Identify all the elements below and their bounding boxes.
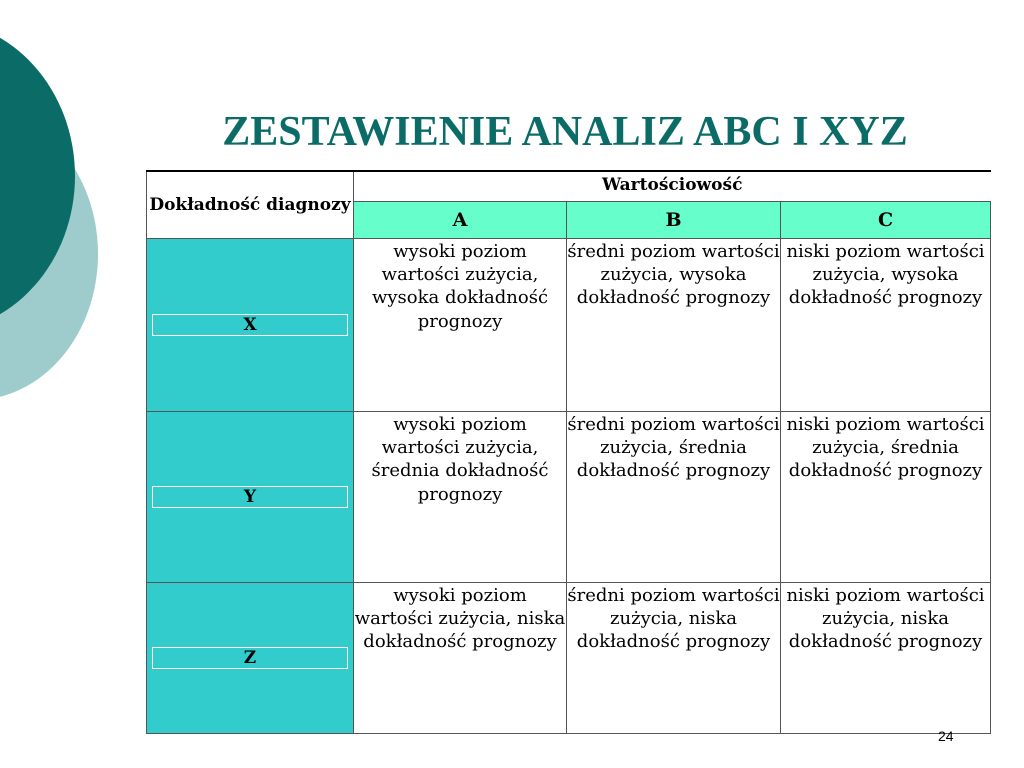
table-row (147, 239, 991, 412)
table-cell-y-a: wysoki poziom wartości zużycia, średnia dokładność prognozy (354, 412, 567, 583)
slide-title: ZESTAWIENIE ANALIZ ABC I XYZ (222, 109, 908, 155)
abc-xyz-summary-table (146, 170, 991, 734)
corner-header-cell: Dokładność diagnozy (147, 171, 354, 239)
row-label-cell (147, 583, 354, 734)
row-label-cell (147, 239, 354, 412)
table-row (147, 583, 991, 734)
row-label: Z (152, 647, 348, 669)
table-cell-x-a: wysoki poziom wartości zużycia, wysoka dokładność prognozy (354, 239, 567, 412)
table-row (147, 412, 991, 583)
row-label: X (152, 314, 348, 336)
table-cell-x-b: średni poziom wartości zużycia, wysoka dokładność prognozy (567, 239, 781, 412)
table-header-row (147, 171, 991, 202)
table-cell-y-c: niski poziom wartości zużycia, średnia dokładność prognozy (781, 412, 991, 583)
column-header-a: A (354, 202, 567, 239)
page-number: 24 (938, 728, 954, 744)
group-header-cell: Wartościowość (354, 171, 991, 202)
table-cell-z-b: średni poziom wartości zużycia, niska dokładność prognozy (567, 583, 781, 734)
table-cell-y-b: średni poziom wartości zużycia, średnia dokładność prognozy (567, 412, 781, 583)
row-label-cell (147, 412, 354, 583)
column-header-c: C (781, 202, 991, 239)
table-cell-z-c: niski poziom wartości zużycia, niska dokładność prognozy (781, 583, 991, 734)
row-label: Y (152, 486, 348, 508)
table-cell-z-a: wysoki poziom wartości zużycia, niska dokładność prognozy (354, 583, 567, 734)
column-header-b: B (567, 202, 781, 239)
table-cell-x-c: niski poziom wartości zużycia, wysoka dokładność prognozy (781, 239, 991, 412)
